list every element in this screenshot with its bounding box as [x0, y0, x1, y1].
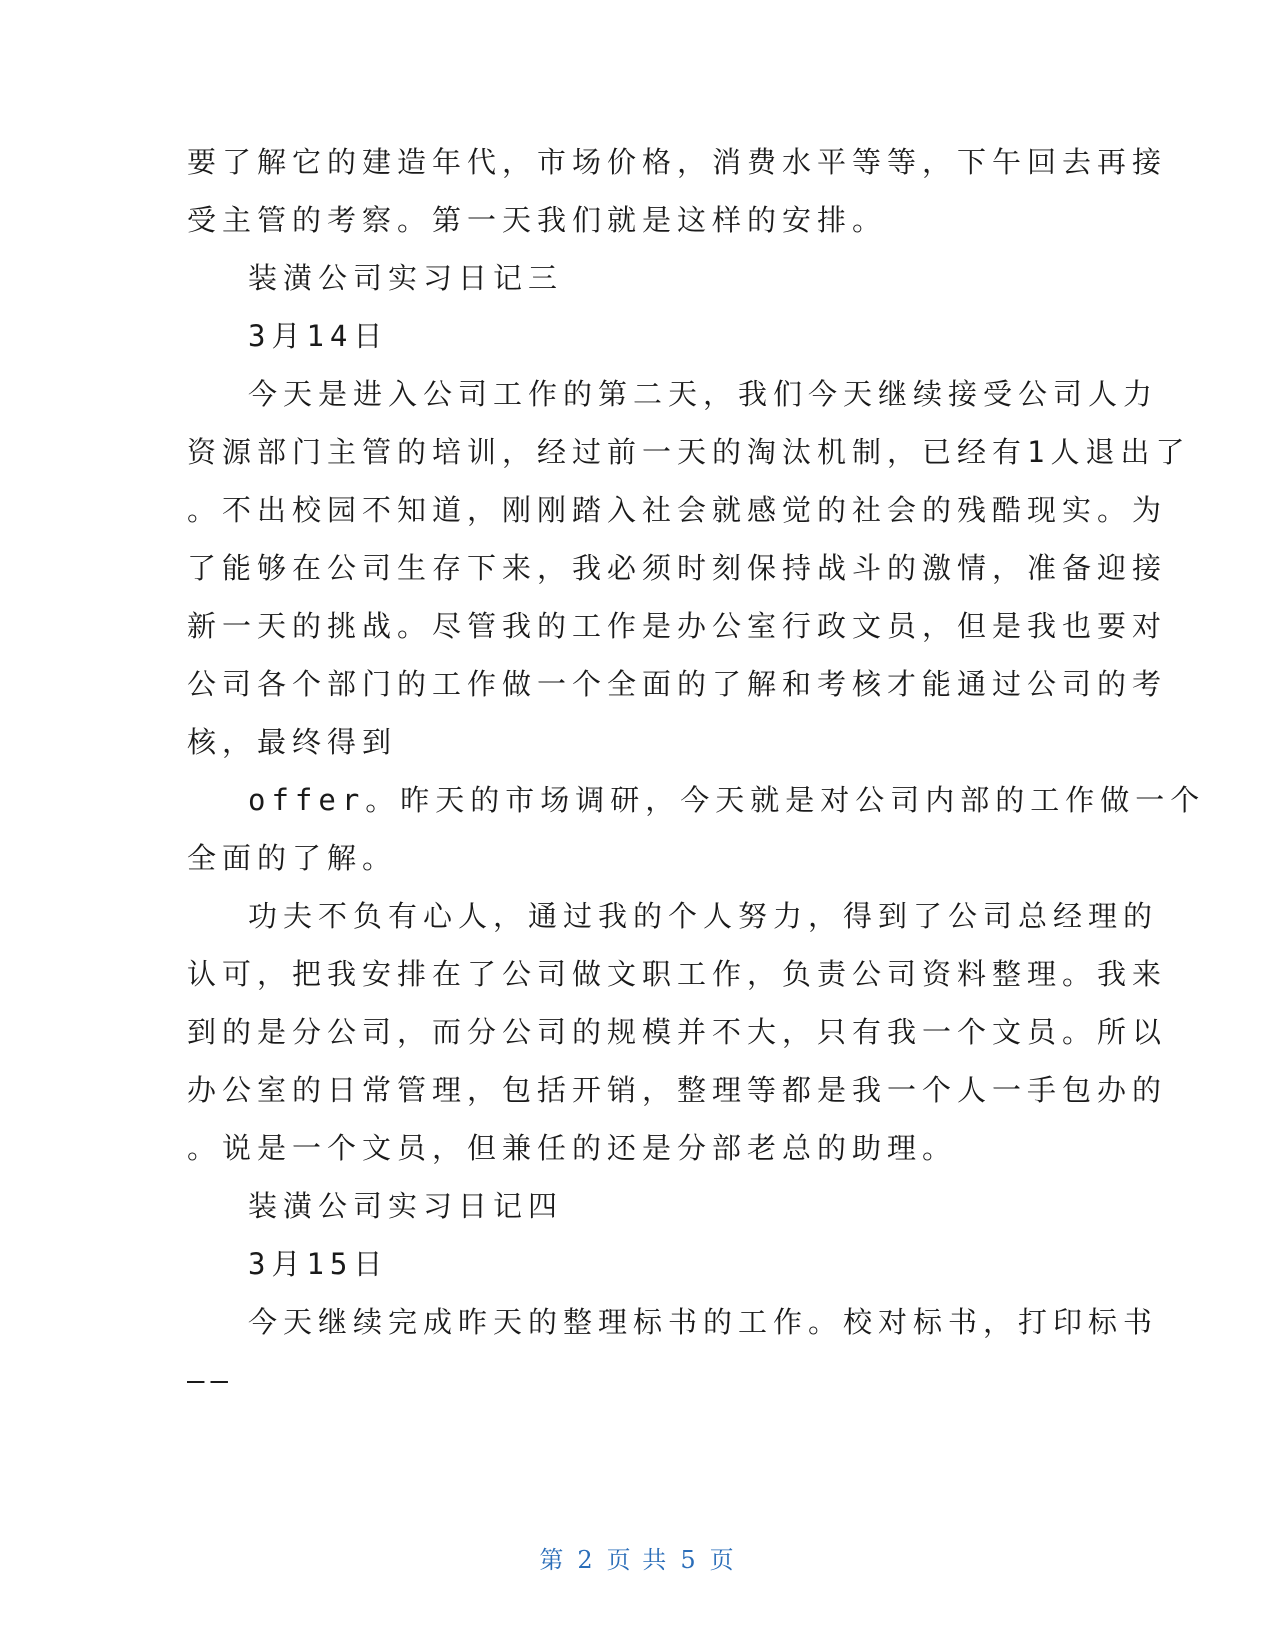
text-line: 全面的了解。: [187, 841, 398, 875]
date-line: 3月14日: [248, 319, 389, 353]
section-heading: 装潢公司实习日记四: [248, 1189, 564, 1223]
text-line: 受主管的考察。第一天我们就是这样的安排。: [187, 203, 888, 237]
text-line: 新一天的挑战。尽管我的工作是办公室行政文员，但是我也要对: [187, 609, 1168, 643]
paragraph-start: 今天是进入公司工作的第二天，我们今天继续接受公司人力: [248, 377, 1159, 411]
paragraph-start: 今天继续完成昨天的整理标书的工作。校对标书，打印标书: [248, 1305, 1159, 1339]
text-line: 公司各个部门的工作做一个全面的了解和考核才能通过公司的考: [187, 667, 1168, 701]
footer-suffix: 页: [709, 1546, 736, 1574]
paragraph-start: offer。昨天的市场调研，今天就是对公司内部的工作做一个: [248, 783, 1206, 817]
section-heading: 装潢公司实习日记三: [248, 261, 564, 295]
text-line: 。说是一个文员，但兼任的还是分部老总的助理。: [187, 1131, 958, 1165]
text-line: 要了解它的建造年代，市场价格，消费水平等等，下午回去再接: [187, 145, 1168, 179]
text-line: 认可，把我安排在了公司做文职工作，负责公司资料整理。我来: [187, 957, 1168, 991]
date-line: 3月15日: [248, 1247, 389, 1281]
footer-prefix: 第: [539, 1546, 566, 1574]
text-line: 资源部门主管的培训，经过前一天的淘汰机制，已经有1人退出了: [187, 435, 1191, 469]
footer-middle: 页 共: [606, 1546, 669, 1574]
text-line: 到的是分公司，而分公司的规模并不大，只有我一个文员。所以: [187, 1015, 1168, 1049]
paragraph-start: 功夫不负有心人，通过我的个人努力，得到了公司总经理的: [248, 899, 1159, 933]
text-line: ——: [187, 1363, 234, 1397]
page-footer: [0, 1540, 1275, 1575]
text-line: 办公室的日常管理，包括开销，整理等都是我一个人一手包办的: [187, 1073, 1168, 1107]
text-line: 核，最终得到: [187, 725, 398, 759]
footer-total-pages: 5: [680, 1546, 698, 1574]
footer-page-number: 2: [577, 1546, 595, 1574]
text-line: 了能够在公司生存下来，我必须时刻保持战斗的激情，准备迎接: [187, 551, 1168, 585]
text-line: 。不出校园不知道，刚刚踏入社会就感觉的社会的残酷现实。为: [187, 493, 1168, 527]
